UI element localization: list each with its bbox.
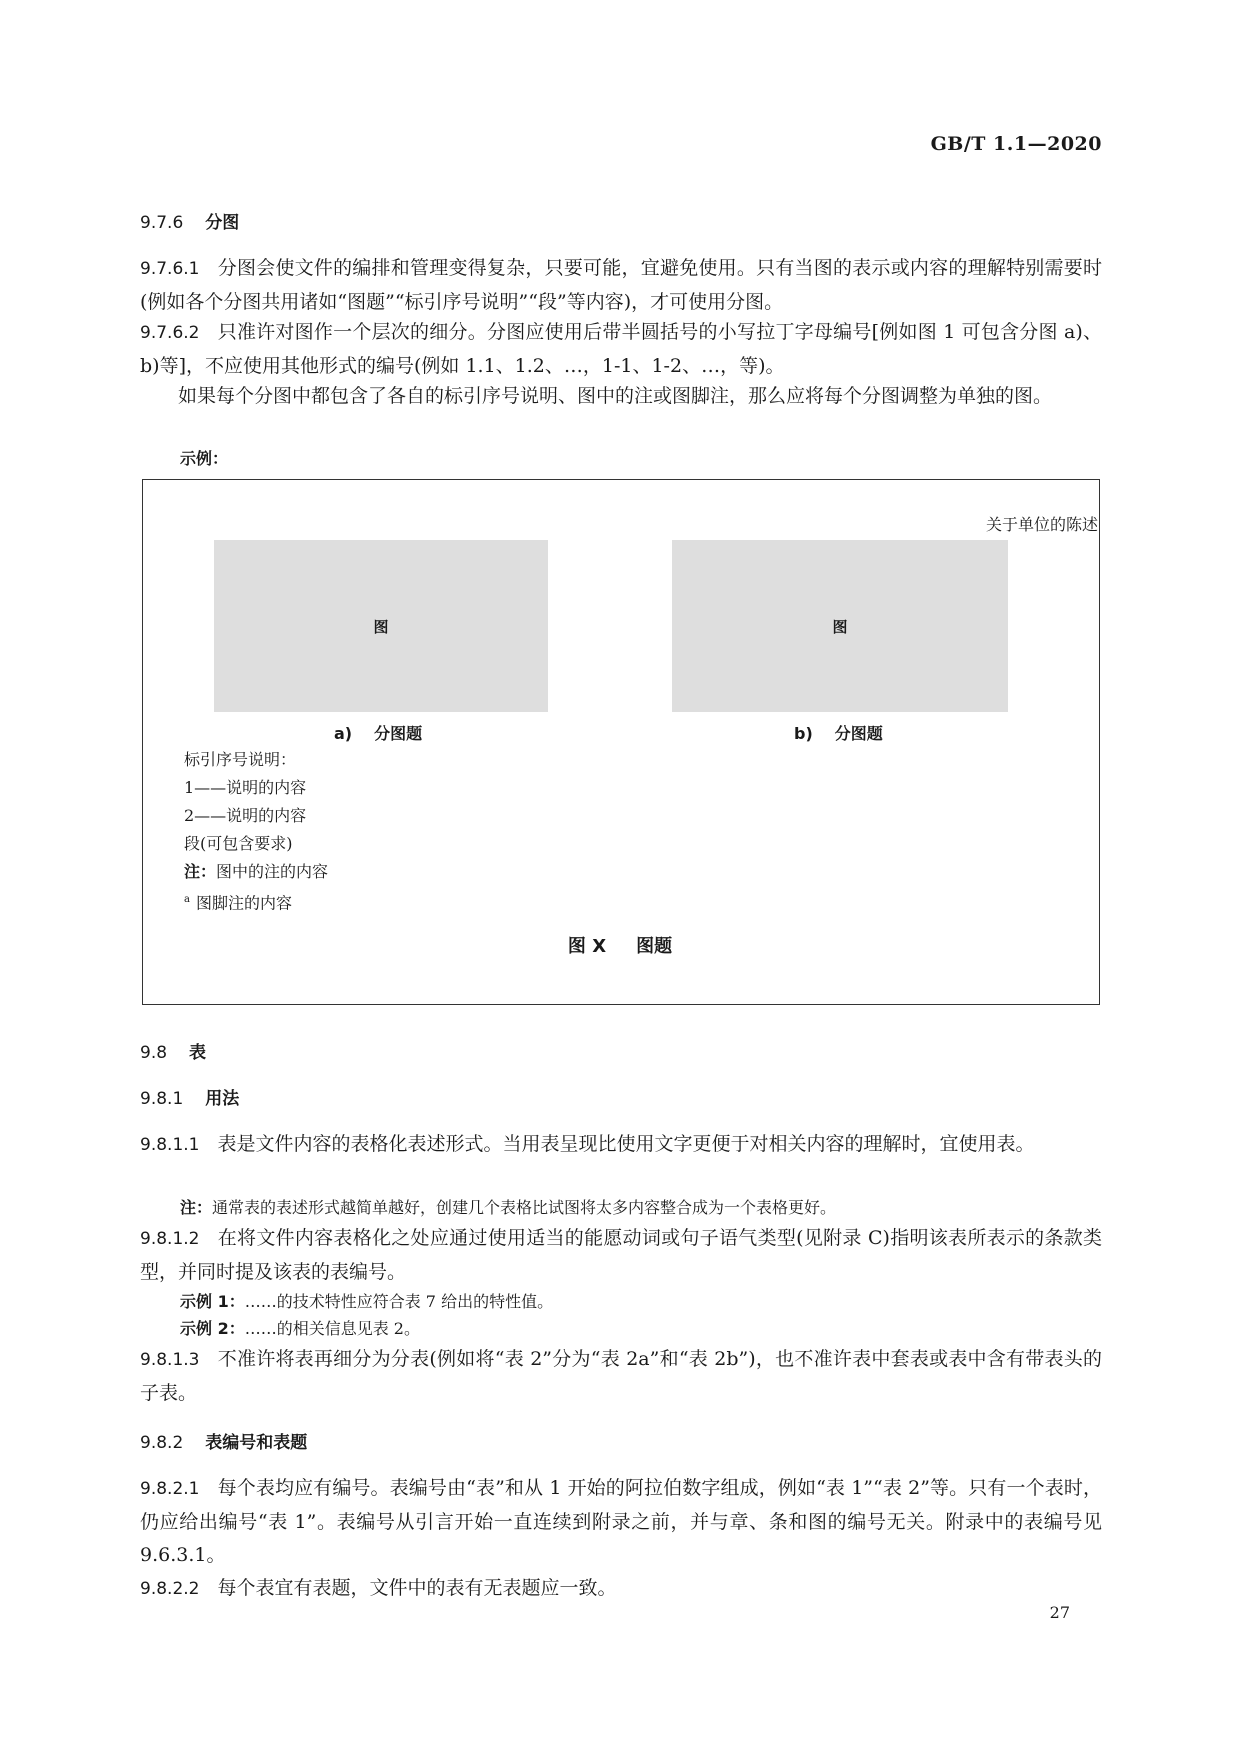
example-2 <box>180 1316 1100 1342</box>
example-1-label: 示例 1： <box>180 1292 245 1311</box>
example-label: 示例： <box>180 449 229 468</box>
clause-9-8-2-1 <box>140 1472 1102 1572</box>
clause-text: 每个表均应有编号。表编号由“表”和从 1 开始的阿拉伯数字组成，例如“表 1”“表 2”等。只有一个表时，仍应给出编号“表 1”。表编号从引言开始一直连续到附录之前，并与章、条和图的编号无关。附录中的表编号见 9.6.3.1。 <box>140 1477 1102 1566</box>
footnote-mark: a <box>184 894 190 905</box>
figure-title <box>0 932 1240 958</box>
section-title: 分图 <box>205 213 240 233</box>
clause-number: 9.7.6.1 <box>140 259 200 279</box>
section-number: 9.7.6 <box>140 213 184 233</box>
section-heading-9-8 <box>140 1038 206 1063</box>
key-item-2: 2——说明的内容 <box>184 806 307 825</box>
example-2-label: 示例 2： <box>180 1319 245 1338</box>
clause-9-7-6-2 <box>140 316 1102 383</box>
document-code: GB/T 1.1—2020 <box>930 133 1102 155</box>
section-heading-9-8-2 <box>140 1428 307 1453</box>
clause-9-7-6-1 <box>140 252 1102 319</box>
clause-text: 只准许对图作一个层次的细分。分图应使用后带半圆括号的小写拉丁字母编号[例如图 1 可包含分图 a)、b)等]，不应使用其他形式的编号(例如 1.1、1.2、…，1-1、1-2、…，等)。 <box>140 321 1102 377</box>
clause-number: 9.8.2.2 <box>140 1579 200 1599</box>
section-title: 表 <box>189 1043 207 1063</box>
clause-text: 表是文件内容的表格化表述形式。当用表呈现比使用文字更便于对相关内容的理解时，宜使用表。 <box>217 1133 1035 1155</box>
figure-footnote <box>184 886 292 917</box>
figure-paragraph: 段(可包含要求) <box>184 834 293 853</box>
section-title: 表编号和表题 <box>205 1433 308 1453</box>
clause-9-7-6-2-paragraph: 如果每个分图中都包含了各自的标引序号说明、图中的注或图脚注，那么应将每个分图调整为单独的图。 <box>178 385 1053 407</box>
clause-9-8-1-1 <box>140 1128 1102 1162</box>
clause-number: 9.8.1.1 <box>140 1135 200 1155</box>
page-number: 27 <box>1049 1603 1070 1622</box>
key-item-1: 1——说明的内容 <box>184 778 307 797</box>
subfigure-b-letter: b) <box>794 724 813 743</box>
subfigure-a-title: 分图题 <box>374 724 423 743</box>
figure-label: 图 X <box>567 936 607 957</box>
section-number: 9.8 <box>140 1043 168 1063</box>
clause-text: 在将文件内容表格化之处应通过使用适当的能愿动词或句子语气类型(见附录 C)指明该表所表示的条款类型，并同时提及该表的表编号。 <box>140 1227 1102 1283</box>
note-text: 通常表的表述形式越简单越好，创建几个表格比试图将太多内容整合成为一个表格更好。 <box>212 1198 837 1217</box>
subfigure-b-title: 分图题 <box>834 724 883 743</box>
clause-text: 每个表宜有表题，文件中的表有无表题应一致。 <box>217 1577 617 1599</box>
subfigure-a-caption <box>334 721 422 744</box>
subfigure-a-letter: a) <box>334 724 353 743</box>
note-label: 注： <box>180 1198 213 1217</box>
key-title: 标引序号说明： <box>184 750 297 769</box>
subfigure-b-placeholder: 图 <box>672 540 1008 712</box>
clause-9-8-1-3 <box>140 1343 1102 1410</box>
clause-number: 9.8.1.2 <box>140 1229 200 1249</box>
example-1 <box>180 1289 1100 1315</box>
clause-number: 9.8.1.3 <box>140 1350 200 1370</box>
example-2-text: ……的相关信息见表 2。 <box>244 1319 420 1338</box>
figure-note <box>184 858 328 886</box>
clause-text: 分图会使文件的编排和管理变得复杂，只要可能，宜避免使用。只有当图的表示或内容的理解特别需要时(例如各个分图共用诸如“图题”“标引序号说明”“段”等内容)，才可使用分图。 <box>140 257 1102 313</box>
clause-9-8-1-2 <box>140 1222 1102 1289</box>
note-label: 注： <box>184 862 217 881</box>
clause-number: 9.7.6.2 <box>140 323 200 343</box>
clause-number: 9.8.2.1 <box>140 1479 200 1499</box>
section-title: 用法 <box>205 1089 240 1109</box>
unit-statement: 关于单位的陈述 <box>985 515 1098 534</box>
section-number: 9.8.2 <box>140 1433 184 1453</box>
section-number: 9.8.1 <box>140 1089 184 1109</box>
note-text: 图中的注的内容 <box>216 862 329 881</box>
section-heading-9-7-6 <box>140 208 239 233</box>
clause-text: 不准许将表再细分为分表(例如将“表 2”分为“表 2a”和“表 2b”)，也不准许表中套表或表中含有带表头的子表。 <box>140 1348 1102 1404</box>
subfigure-a-placeholder: 图 <box>214 540 548 712</box>
figure-title-text: 图题 <box>636 936 673 957</box>
footnote-text: 图脚注的内容 <box>195 893 292 913</box>
clause-9-8-2-2 <box>140 1572 1102 1606</box>
note-9-8-1-1 <box>180 1195 1100 1221</box>
section-heading-9-8-1 <box>140 1084 239 1109</box>
subfigure-b-caption <box>794 721 883 744</box>
example-1-text: ……的技术特性应符合表 7 给出的特性值。 <box>244 1292 554 1311</box>
